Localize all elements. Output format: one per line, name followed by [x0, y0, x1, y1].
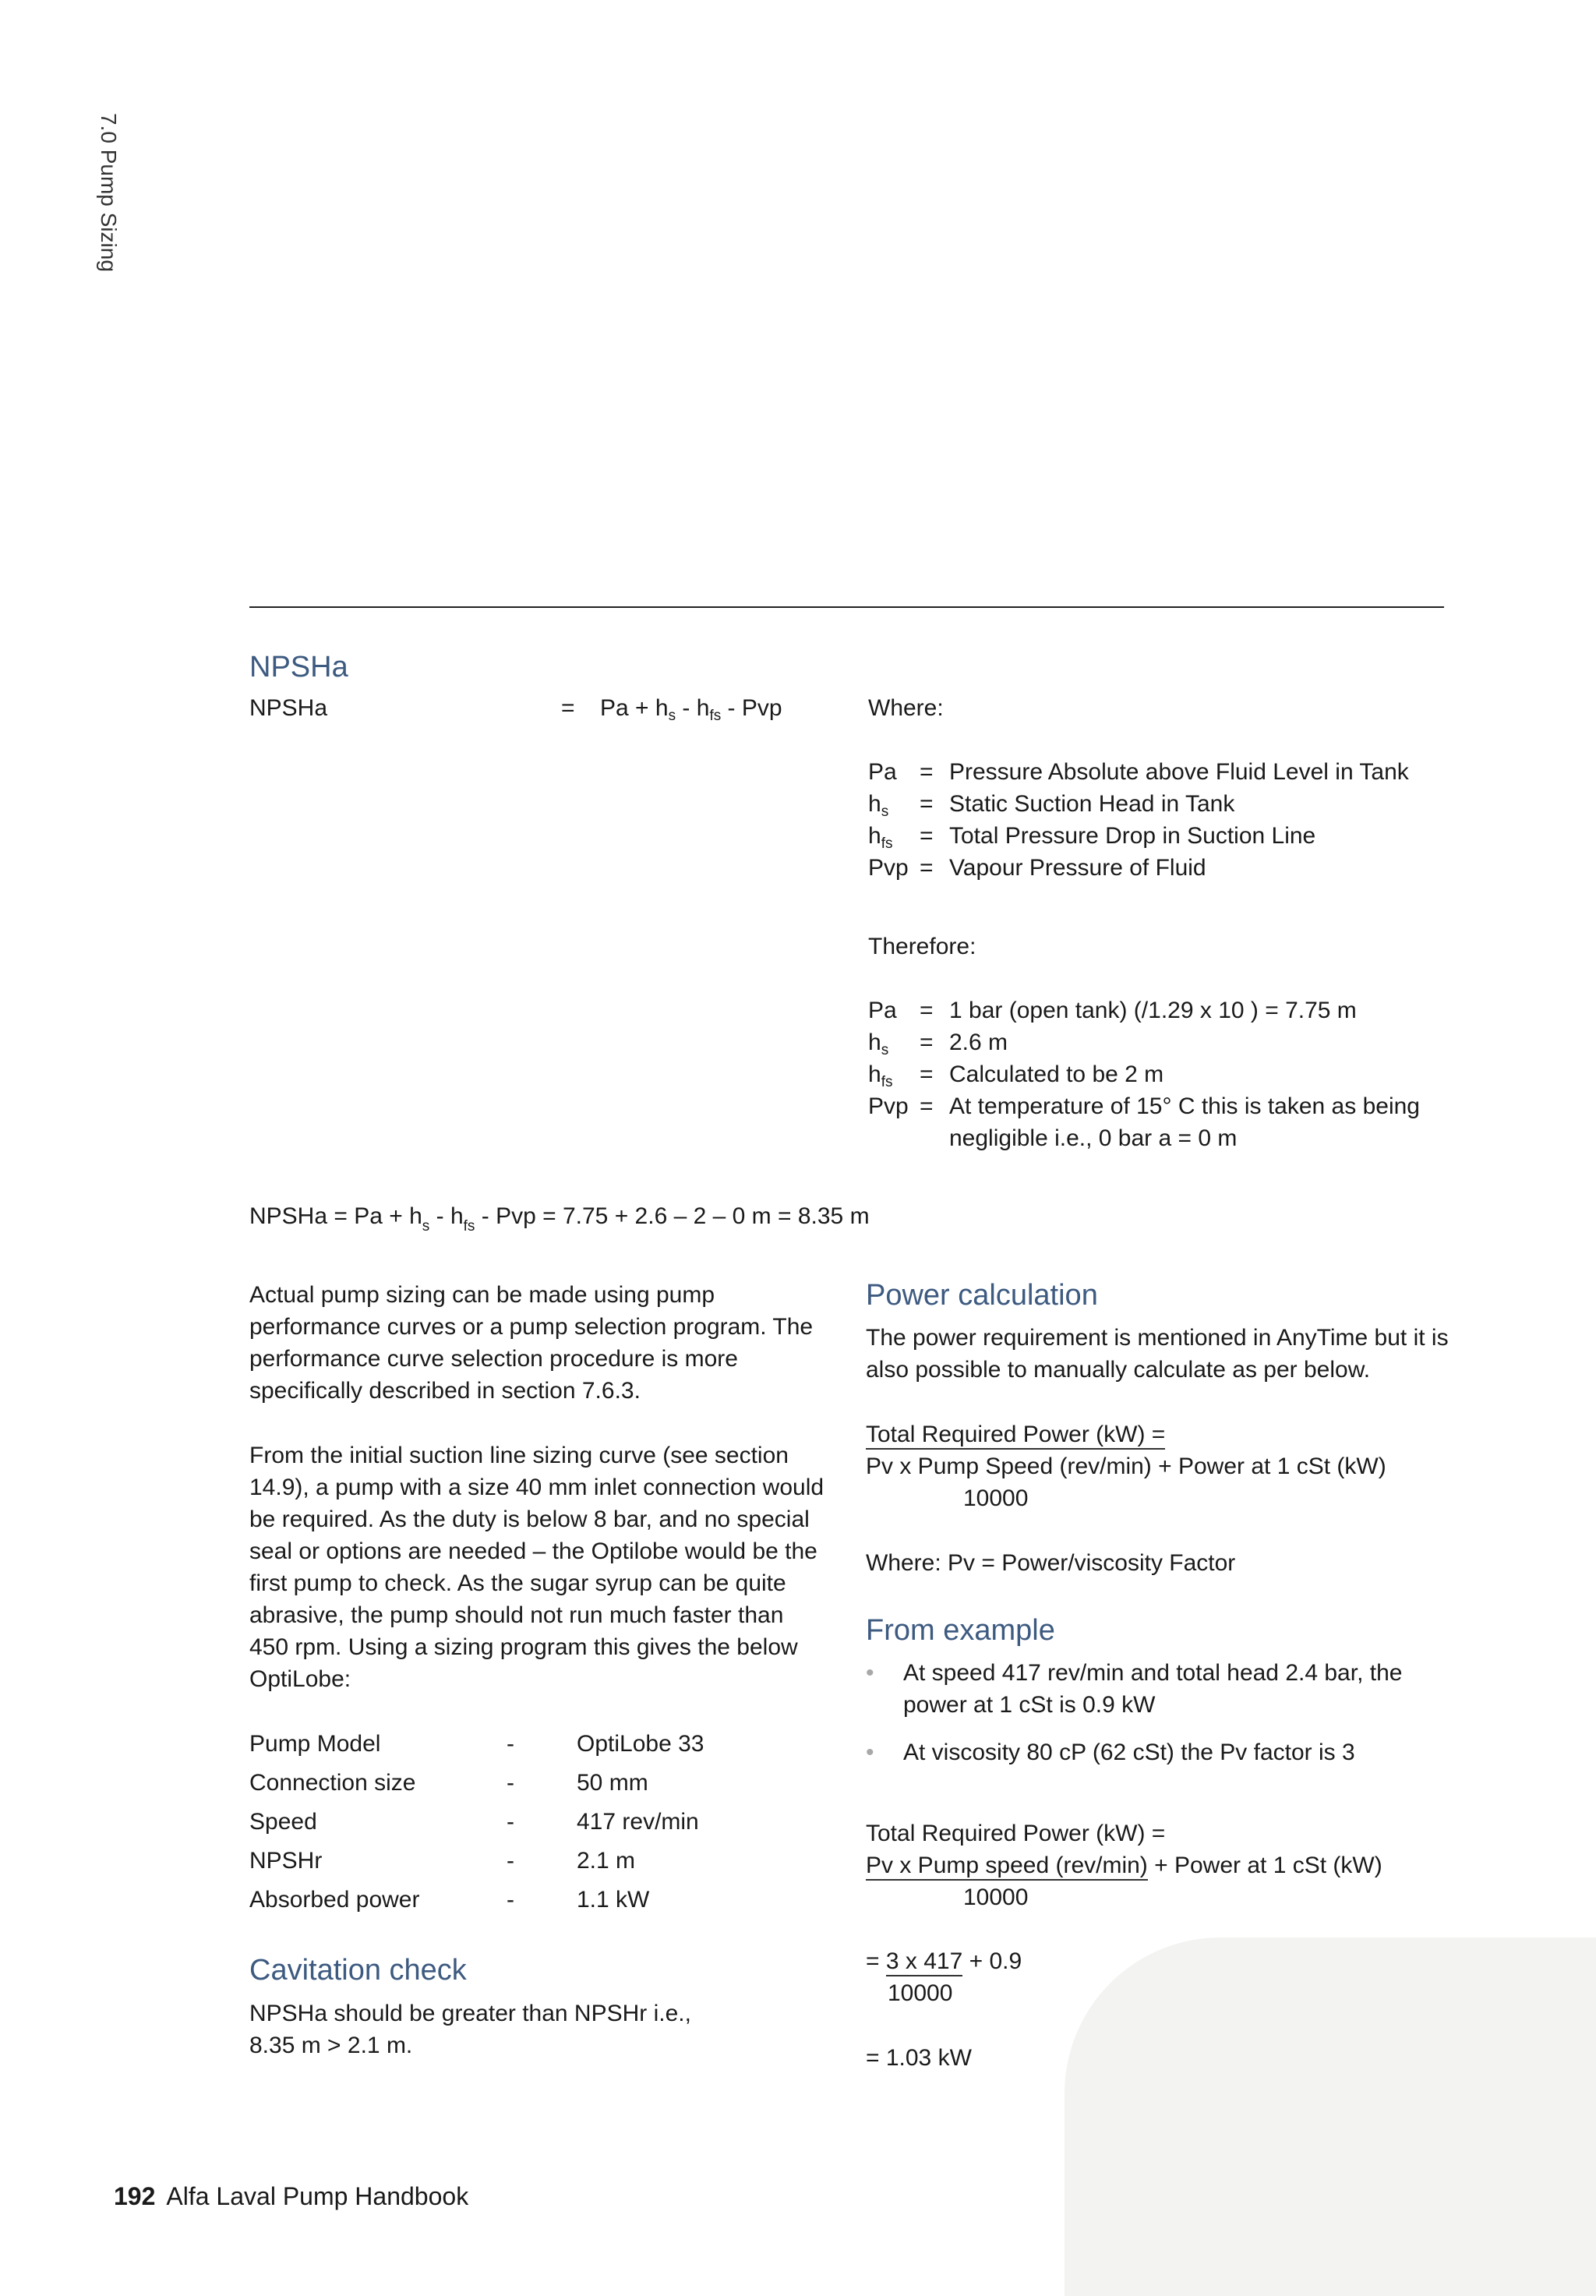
power-formula-example: Total Required Power (kW) = Pv x Pump speed (rev/min) + Power at 1 cSt (kW) 10000: [866, 1821, 1382, 1910]
value-row: Pa = 1 bar (open tank) (/1.29 x 10 ) = 7.75 m: [868, 998, 1357, 1023]
example-bullets: [866, 1657, 1458, 1768]
background-corner-shape: [1065, 1937, 1596, 2296]
handbook-title: Alfa Laval Pump Handbook: [166, 2182, 469, 2210]
spec-row: Absorbed power - 1.1 kW: [249, 1886, 650, 1913]
power-text: The power requirement is mentioned in AnyTime but it is also possible to manually calculate as per below.: [866, 1325, 1449, 1383]
power-calculation-heading: Power calculation: [866, 1279, 1098, 1312]
cavitation-text: NPSHa should be greater than NPSHr i.e., 8.35 m > 2.1 m.: [249, 2001, 691, 2058]
spec-row: Speed - 417 rev/min: [249, 1808, 699, 1835]
power-formula-general: Total Required Power (kW) = Pv x Pump Speed (rev/min) + Power at 1 cSt (kW) 10000: [866, 1422, 1386, 1511]
npsha-heading: NPSHa: [249, 651, 348, 684]
npsha-formula-eq: =: [561, 695, 575, 721]
suction-paragraph: From the initial suction line sizing curve (see section 14.9), a pump with a size 40 mm inlet connection would be required. As the duty is below 8 bar, and no special seal or options are needed – the Optilobe would be the first pump to check. As the sugar syrup can be quite abrasive, the pump should not run much faster than 450 rpm. Using a sizing program this gives the below OptiLobe:: [249, 1443, 824, 1692]
where-pv-text: Where: Pv = Power/viscosity Factor: [866, 1550, 1236, 1576]
bullet-dot-icon: •: [866, 1740, 874, 1765]
power-calc-substitution: = 3 x 417 + 0.9 10000: [866, 1948, 1022, 2006]
value-row: $h_{fs}$ = Calculated to be 2 m: [868, 1061, 1164, 1090]
section-side-label: 7.0 Pump Sizing: [97, 113, 121, 272]
bullet-dot-icon: •: [866, 1660, 874, 1686]
spec-row: Connection size - 50 mm: [249, 1769, 648, 1796]
therefore-label: Therefore:: [868, 934, 976, 959]
values-list: [868, 994, 1420, 1154]
from-example-heading: From example: [866, 1614, 1055, 1647]
section-divider: [249, 606, 1444, 608]
npsha-formula-label: NPSHa: [249, 695, 328, 721]
page-footer: [114, 2181, 468, 2213]
value-row: negligible i.e., 0 bar a = 0 m: [949, 1125, 1238, 1151]
definition-row: $h_s$ = Static Suction Head in Tank: [868, 791, 1235, 820]
page-number: 192: [114, 2182, 156, 2210]
npsha-formula: $Pa + h_s - h_{fs}$ - Pvp: [600, 695, 782, 724]
spec-row: Pump Model - OptiLobe 33: [249, 1730, 704, 1757]
bullet-item: • At viscosity 80 cP (62 cSt) the Pv factor is 3: [866, 1736, 1458, 1768]
pump-spec-table: [249, 1724, 704, 1919]
npsha-result: NPSHa = $Pa + h_s - h_{fs}$ - Pvp = 7.75 + 2.6 – 2 – 0 m = 8.35 m: [249, 1203, 870, 1235]
definition-row: Pvp = Vapour Pressure of Fluid: [868, 855, 1206, 881]
value-row: Pvp = At temperature of 15° C this is taken as being: [868, 1093, 1420, 1119]
where-label: Where:: [868, 695, 944, 721]
definition-row: Pa = Pressure Absolute above Fluid Level in Tank: [868, 759, 1409, 785]
definitions-list: [868, 756, 1409, 884]
sizing-paragraph: Actual pump sizing can be made using pump performance curves or a pump selection program. The performance curve selection procedure is more specifically described in section 7.6.3.: [249, 1282, 814, 1404]
definition-row: $h_{fs}$ = Total Pressure Drop in Suction Line: [868, 823, 1316, 852]
bullet-item: • At speed 417 rev/min and total head 2.4 bar, the power at 1 cSt is 0.9 kW: [866, 1657, 1458, 1721]
cavitation-heading: Cavitation check: [249, 1954, 467, 1987]
power-calc-result: = 1.03 kW: [866, 2045, 972, 2071]
value-row: $h_s$ = 2.6 m: [868, 1030, 1008, 1058]
spec-row: NPSHr - 2.1 m: [249, 1847, 636, 1874]
